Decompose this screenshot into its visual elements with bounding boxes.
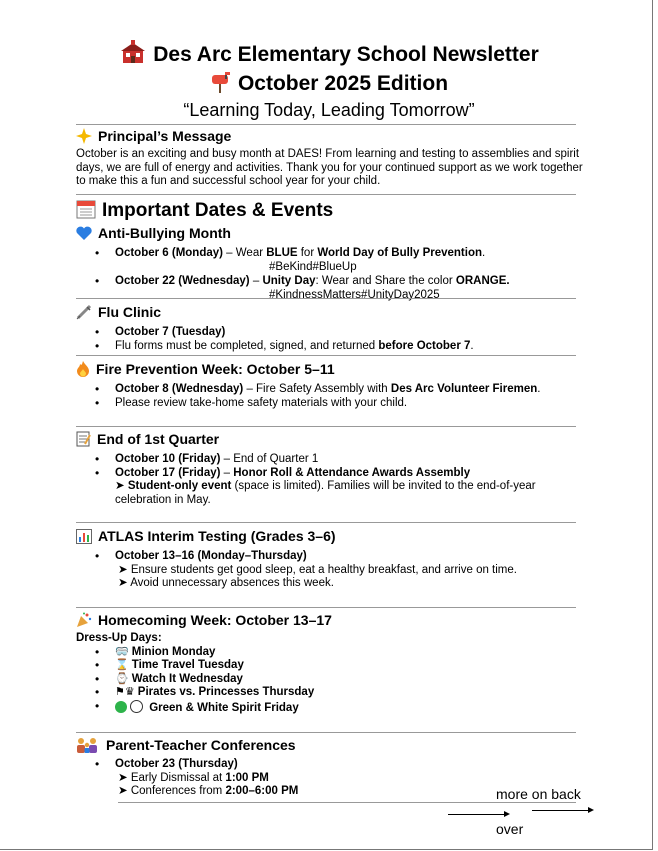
flu-heading: Flu Clinic [98,304,161,320]
divider [76,355,576,356]
list-item: • Please review take-home safety materials with your child. [76,397,586,411]
list-item: • ⌛ Time Travel Tuesday [76,659,586,673]
anti-bullying-list [76,247,586,261]
list-item: • October 7 (Tuesday) [76,326,586,340]
atlas-note: Avoid unnecessary absences this week. [130,577,334,589]
list-item: • October 17 (Friday) – Honor Roll & Attendance Awards Assembly [76,467,586,481]
list-item: • October 13–16 (Monday–Thursday) [76,550,586,564]
list-item: • October 10 (Friday) – End of Quarter 1 [76,453,586,467]
flu-section [76,304,586,353]
divider [118,802,576,803]
syringe-icon [76,304,92,324]
principal-message: October is an exciting and busy month at DAES! From learning and testing to assemblies and spirit days, we are full of energy and activities. Thank you for your continued support as we work together to make this a fun and successful school year for your child. [76,148,583,187]
homecoming-section [76,612,586,715]
party-popper-icon [76,612,92,632]
homecoming-heading: Homecoming Week: October 13–17 [98,612,332,628]
newsletter-header [0,40,658,121]
principal-heading: Principal’s Message [98,128,232,144]
arrow-head-icon [504,811,510,817]
arrow-line [532,810,590,811]
atlas-section: ATLAS Interim Testing (Grades 3–6) • October 13–16 (Monday–Thursday) ➤ Ensure students get good sleep, eat a healthy breakfast, and arrive on time. ➤ Avoid unnecessary absences this week. [76,528,586,591]
pirate-flag-crown-icon: ⚑♛ [115,686,138,698]
more-on-back-label: more on back [496,786,581,802]
list-item: • October 22 (Wednesday) – Unity Day: Wear and Share the color ORANGE. [76,275,586,289]
memo-icon [76,431,91,451]
edition-title: October 2025 Edition [237,72,449,95]
fire-heading: Fire Prevention Week: October 5–11 [96,361,335,377]
list-item: • October 6 (Monday) – Wear BLUE for World Day of Bully Prevention. [76,247,586,261]
conferences-section: Parent-Teacher Conferences • October 23 (Thursday) ➤ Early Dismissal at 1:00 PM ➤ Conferences from 2:00–6:00 PM [76,737,586,799]
divider [76,607,576,608]
anti-bullying-heading: Anti-Bullying Month [98,225,231,241]
dates-heading: Important Dates & Events [102,200,334,221]
principal-section [76,128,586,189]
over-label: over [496,821,524,837]
newsletter-title: Des Arc Elementary School Newsletter [153,43,539,66]
dress-up-list [76,646,586,716]
calendar-icon [76,199,96,225]
bar-chart-icon [76,529,92,548]
family-icon [76,737,100,757]
list-item: • 🥽 Minion Monday [76,646,586,660]
goggles-icon: 🥽 [115,645,132,658]
school-icon [119,40,147,71]
divider [76,732,576,733]
quarter-note: ➤ Student-only event (space is limited). Families will be invited to the end-of-year [115,480,536,492]
divider [76,426,576,427]
atlas-note: Ensure students get good sleep, eat a healthy breakfast, and arrive on time. [130,563,517,576]
list-item: • ⚑♛ Pirates vs. Princesses Thursday [76,686,586,700]
quarter-heading: End of 1st Quarter [97,431,220,447]
hashtags: #BeKind#BlueUp [269,260,357,273]
arrow-line [448,814,506,815]
divider [76,124,576,125]
dress-up-subheading: Dress-Up Days: [76,632,162,644]
motto: “Learning Today, Leading Tomorrow” [183,100,475,120]
watch-icon: ⌚ [115,672,132,685]
dates-section [76,199,586,302]
list-item: • October 8 (Wednesday) – Fire Safety Assembly with Des Arc Volunteer Firemen. [76,383,586,397]
blue-heart-icon [76,226,92,245]
quarter-section [76,431,586,507]
divider [76,194,576,195]
list-item: • Green & White Spirit Friday [76,700,586,716]
list-item: • Flu forms must be completed, signed, and returned before October 7. [76,340,586,354]
arrow-head-icon [588,807,594,813]
mailbox-icon [210,71,232,99]
green-white-circles-icon [115,702,146,714]
hashtags: #KindnessMatters#UnityDay2025 [269,288,440,301]
hourglass-icon: ⌛ [115,659,132,671]
divider [76,298,576,299]
atlas-heading: ATLAS Interim Testing (Grades 3–6) [98,528,336,544]
list-item: • October 23 (Thursday) [76,758,586,772]
fire-section [76,361,586,410]
quarter-note-cont: celebration in May. [115,493,211,506]
conferences-heading: Parent-Teacher Conferences [106,737,296,753]
divider [76,522,576,523]
fire-icon [76,361,90,381]
sparkle-icon [76,128,92,148]
list-item: • ⌚ Watch It Wednesday [76,673,586,687]
